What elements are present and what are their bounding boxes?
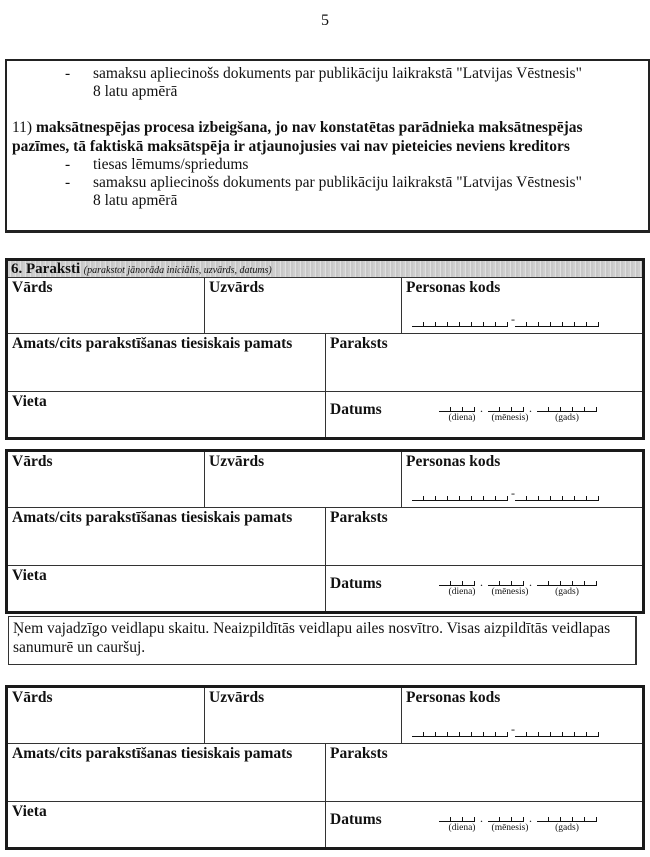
surname-field[interactable] — [205, 452, 402, 507]
month-caption: (mēnesis) — [491, 413, 529, 423]
date-label: Datums — [330, 401, 382, 418]
place-label: Vieta — [12, 803, 47, 820]
first-name-field[interactable] — [8, 688, 205, 743]
personal-code-field[interactable] — [402, 688, 642, 743]
requirements-box — [5, 59, 650, 233]
signature-field[interactable] — [326, 508, 642, 565]
date-label: Datums — [330, 811, 382, 828]
day-caption: (diena) — [448, 413, 476, 423]
personal-code-blanks: - — [412, 486, 599, 501]
signature-field[interactable] — [326, 334, 642, 391]
year-caption: (gads) — [555, 587, 579, 597]
personal-code-field[interactable] — [402, 278, 642, 333]
point-11-heading — [7, 118, 648, 137]
instruction-note: Ņem vajadzīgo veidlapu skaitu. Neaizpildītās veidlapu ailes nosvītro. Visas aizpildītās veidlapas sanumurē un cauršuj. — [8, 616, 637, 665]
list-item-text: tiesas lēmums/spriedums — [93, 156, 249, 173]
month-caption: (mēnesis) — [491, 823, 529, 833]
first-name-label: Vārds — [12, 689, 53, 706]
place-field[interactable] — [8, 802, 326, 847]
list-item-continuation: 8 latu apmērā — [93, 83, 178, 100]
position-field[interactable] — [8, 508, 326, 565]
bullet-dash: - — [65, 65, 71, 82]
signature-block-3 — [5, 685, 645, 850]
date-field[interactable] — [326, 802, 642, 847]
page-number: 5 — [321, 12, 329, 29]
personal-code-label: Personas kods — [406, 689, 501, 706]
section-subtitle: (parakstot jānorāda iniciālis, uzvārds, datums) — [83, 265, 272, 276]
bullet-dash: - — [65, 156, 71, 173]
date-blanks: . . (diena) (mēnesis) (gads) — [439, 578, 599, 597]
place-label: Vieta — [12, 393, 47, 410]
list-item — [65, 156, 648, 174]
place-label: Vieta — [12, 567, 47, 584]
personal-code-field[interactable] — [402, 452, 642, 507]
list-item-continuation: 8 latu apmērā — [93, 192, 178, 209]
date-blanks: . . (diena) (mēnesis) (gads) — [439, 404, 599, 423]
signature-label: Paraksts — [330, 745, 388, 762]
date-label: Datums — [330, 575, 382, 592]
position-field[interactable] — [8, 744, 326, 801]
position-field[interactable] — [8, 334, 326, 391]
point-text-line1: maksātnespējas procesa izbeigšana, jo nav konstatētas parādnieka maksātnespējas — [35, 119, 583, 136]
position-label: Amats/cits parakstīšanas tiesiskais pamats — [12, 745, 293, 762]
signature-block-2 — [5, 449, 645, 614]
first-name-field[interactable] — [8, 452, 205, 507]
month-caption: (mēnesis) — [491, 587, 529, 597]
year-caption: (gads) — [555, 823, 579, 833]
surname-field[interactable] — [205, 688, 402, 743]
list-item — [65, 174, 648, 192]
list-item — [65, 65, 648, 83]
day-caption: (diena) — [448, 823, 476, 833]
signature-label: Paraksts — [330, 335, 388, 352]
section-header — [8, 261, 642, 278]
first-name-field[interactable] — [8, 278, 205, 333]
bullet-dash: - — [65, 174, 71, 191]
place-field[interactable] — [8, 566, 326, 611]
date-field[interactable] — [326, 566, 642, 611]
date-blanks: . . (diena) (mēnesis) (gads) — [439, 814, 599, 833]
signature-block-1 — [5, 258, 645, 440]
signature-label: Paraksts — [330, 509, 388, 526]
first-name-label: Vārds — [12, 453, 53, 470]
date-field[interactable] — [326, 392, 642, 437]
list-item-text: samaksu apliecinošs dokuments par publikāciju laikrakstā "Latvijas Vēstnesis" — [93, 174, 582, 191]
point-number: 11) — [12, 119, 33, 136]
surname-label: Uzvārds — [209, 279, 265, 296]
first-name-label: Vārds — [12, 279, 53, 296]
surname-label: Uzvārds — [209, 453, 265, 470]
position-label: Amats/cits parakstīšanas tiesiskais pamats — [12, 509, 293, 526]
personal-code-blanks: - — [412, 722, 599, 737]
point-text-line2: pazīmes, tā faktiskā maksātspēja ir atjaunojusies vai nav pieteicies neviens kreditors — [12, 138, 570, 155]
list-item-text: samaksu apliecinošs dokuments par publikāciju laikrakstā "Latvijas Vēstnesis" — [93, 65, 582, 82]
personal-code-label: Personas kods — [406, 453, 501, 470]
position-label: Amats/cits parakstīšanas tiesiskais pamats — [12, 335, 293, 352]
section-title: 6. Paraksti — [11, 261, 81, 277]
year-caption: (gads) — [555, 413, 579, 423]
signature-field[interactable] — [326, 744, 642, 801]
day-caption: (diena) — [448, 587, 476, 597]
surname-field[interactable] — [205, 278, 402, 333]
place-field[interactable] — [8, 392, 326, 437]
personal-code-label: Personas kods — [406, 279, 501, 296]
surname-label: Uzvārds — [209, 689, 265, 706]
personal-code-blanks: - — [412, 312, 599, 327]
